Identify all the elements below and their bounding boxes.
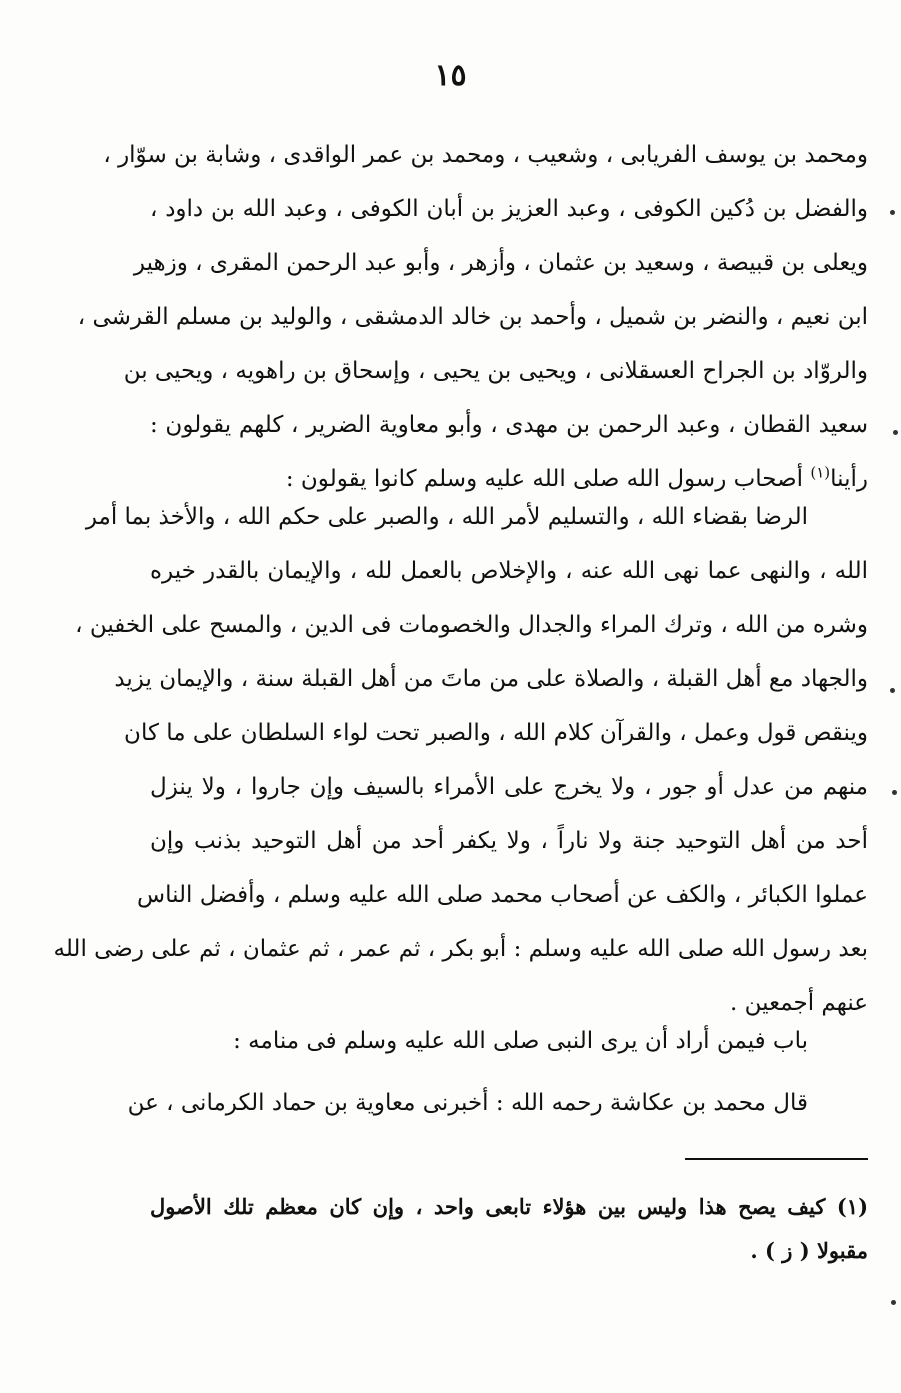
paragraph-creed (53, 490, 868, 1030)
text-line: ومحمد بن يوسف الفريابى ، وشعيب ، ومحمد بن عمر الواقدى ، وشابة بن سوّار ، (103, 142, 868, 168)
text-line: والفضل بن دُكين الكوفى ، وعبد العزيز بن أبان الكوفى ، وعبد الله بن داود ، (150, 196, 868, 222)
text-line: ويعلى بن قبيصة ، وسعيد بن عثمان ، وأزهر ، وأبو عبد الرحمن المقرى ، وزهير (133, 250, 868, 276)
text-line: ابن نعيم ، والنضر بن شميل ، وأحمد بن خالد الدمشقى ، والوليد بن مسلم القرشى ، (77, 304, 868, 330)
text-line: منهم من عدل أو جور ، ولا يخرج على الأمراء بالسيف وإن جاروا ، ولا ينزل (150, 774, 868, 800)
text-line: وينقص قول وعمل ، والقرآن كلام الله ، والصبر تحت لواء السلطان على ما كان (124, 720, 868, 746)
page-number: ١٥ (434, 58, 467, 93)
footnote-line: (١) كيف يصح هذا وليس بين هؤلاء تابعى واحد ، وإن كان معظم تلك الأصول (150, 1194, 868, 1219)
text-line: الرضا بقضاء الله ، والتسليم لأمر الله ، والصبر على حكم الله ، والأخذ بما أمر (85, 504, 808, 530)
chapter-heading: باب فيمن أراد أن يرى النبى صلى الله عليه وسلم فى منامه : (233, 1028, 808, 1054)
scan-speck (892, 790, 897, 795)
text-line: عنهم أجمعين . (730, 990, 868, 1016)
scan-speck (890, 210, 895, 215)
scan-speck (890, 688, 895, 693)
text-line: بعد رسول الله صلى الله عليه وسلم : أبو بكر ، ثم عمر ، ثم عثمان ، ثم على رضى الله (53, 936, 868, 962)
text-line: والجهاد مع أهل القبلة ، والصلاة على من ماتَ من أهل القبلة سنة ، والإيمان يزيد (114, 666, 868, 692)
line-start-word: رأينا (830, 466, 868, 492)
scan-speck (893, 430, 898, 435)
text-line: عملوا الكبائر ، والكف عن أصحاب محمد صلى الله عليه وسلم ، وأفضل الناس (137, 882, 868, 908)
footnote (150, 1185, 868, 1273)
line-rest: أصحاب رسول الله صلى الله عليه وسلم كانوا يقولون : (285, 466, 811, 492)
text-line: والروّاد بن الجراح العسقلانى ، ويحيى بن يحيى ، وإسحاق بن راهويه ، ويحيى بن (123, 358, 868, 384)
text-line: سعيد القطان ، وعبد الرحمن بن مهدى ، وأبو معاوية الضرير ، كلهم يقولون : (150, 412, 868, 438)
text-line: أحد من أهل التوحيد جنة ولا ناراً ، ولا يكفر أحد من أهل التوحيد بذنب وإن (150, 828, 868, 854)
text-line: وشره من الله ، وترك المراء والجدال والخصومات فى الدين ، والمسح على الخفين ، (75, 612, 868, 638)
footnote-marker: (١) (810, 463, 831, 482)
text-line: الله ، والنهى عما نهى الله عنه ، والإخلاص بالعمل لله ، والإيمان بالقدر خيره (150, 558, 868, 584)
paragraph-narrators (77, 128, 868, 506)
text-line: قال محمد بن عكاشة رحمه الله : أخبرنى معاوية بن حماد الكرمانى ، عن (127, 1090, 808, 1116)
scan-speck (891, 1300, 896, 1305)
chapter-section (127, 1010, 868, 1134)
footnote-separator (685, 1158, 868, 1160)
footnote-line: مقبولا ( ز ) . (750, 1238, 868, 1263)
